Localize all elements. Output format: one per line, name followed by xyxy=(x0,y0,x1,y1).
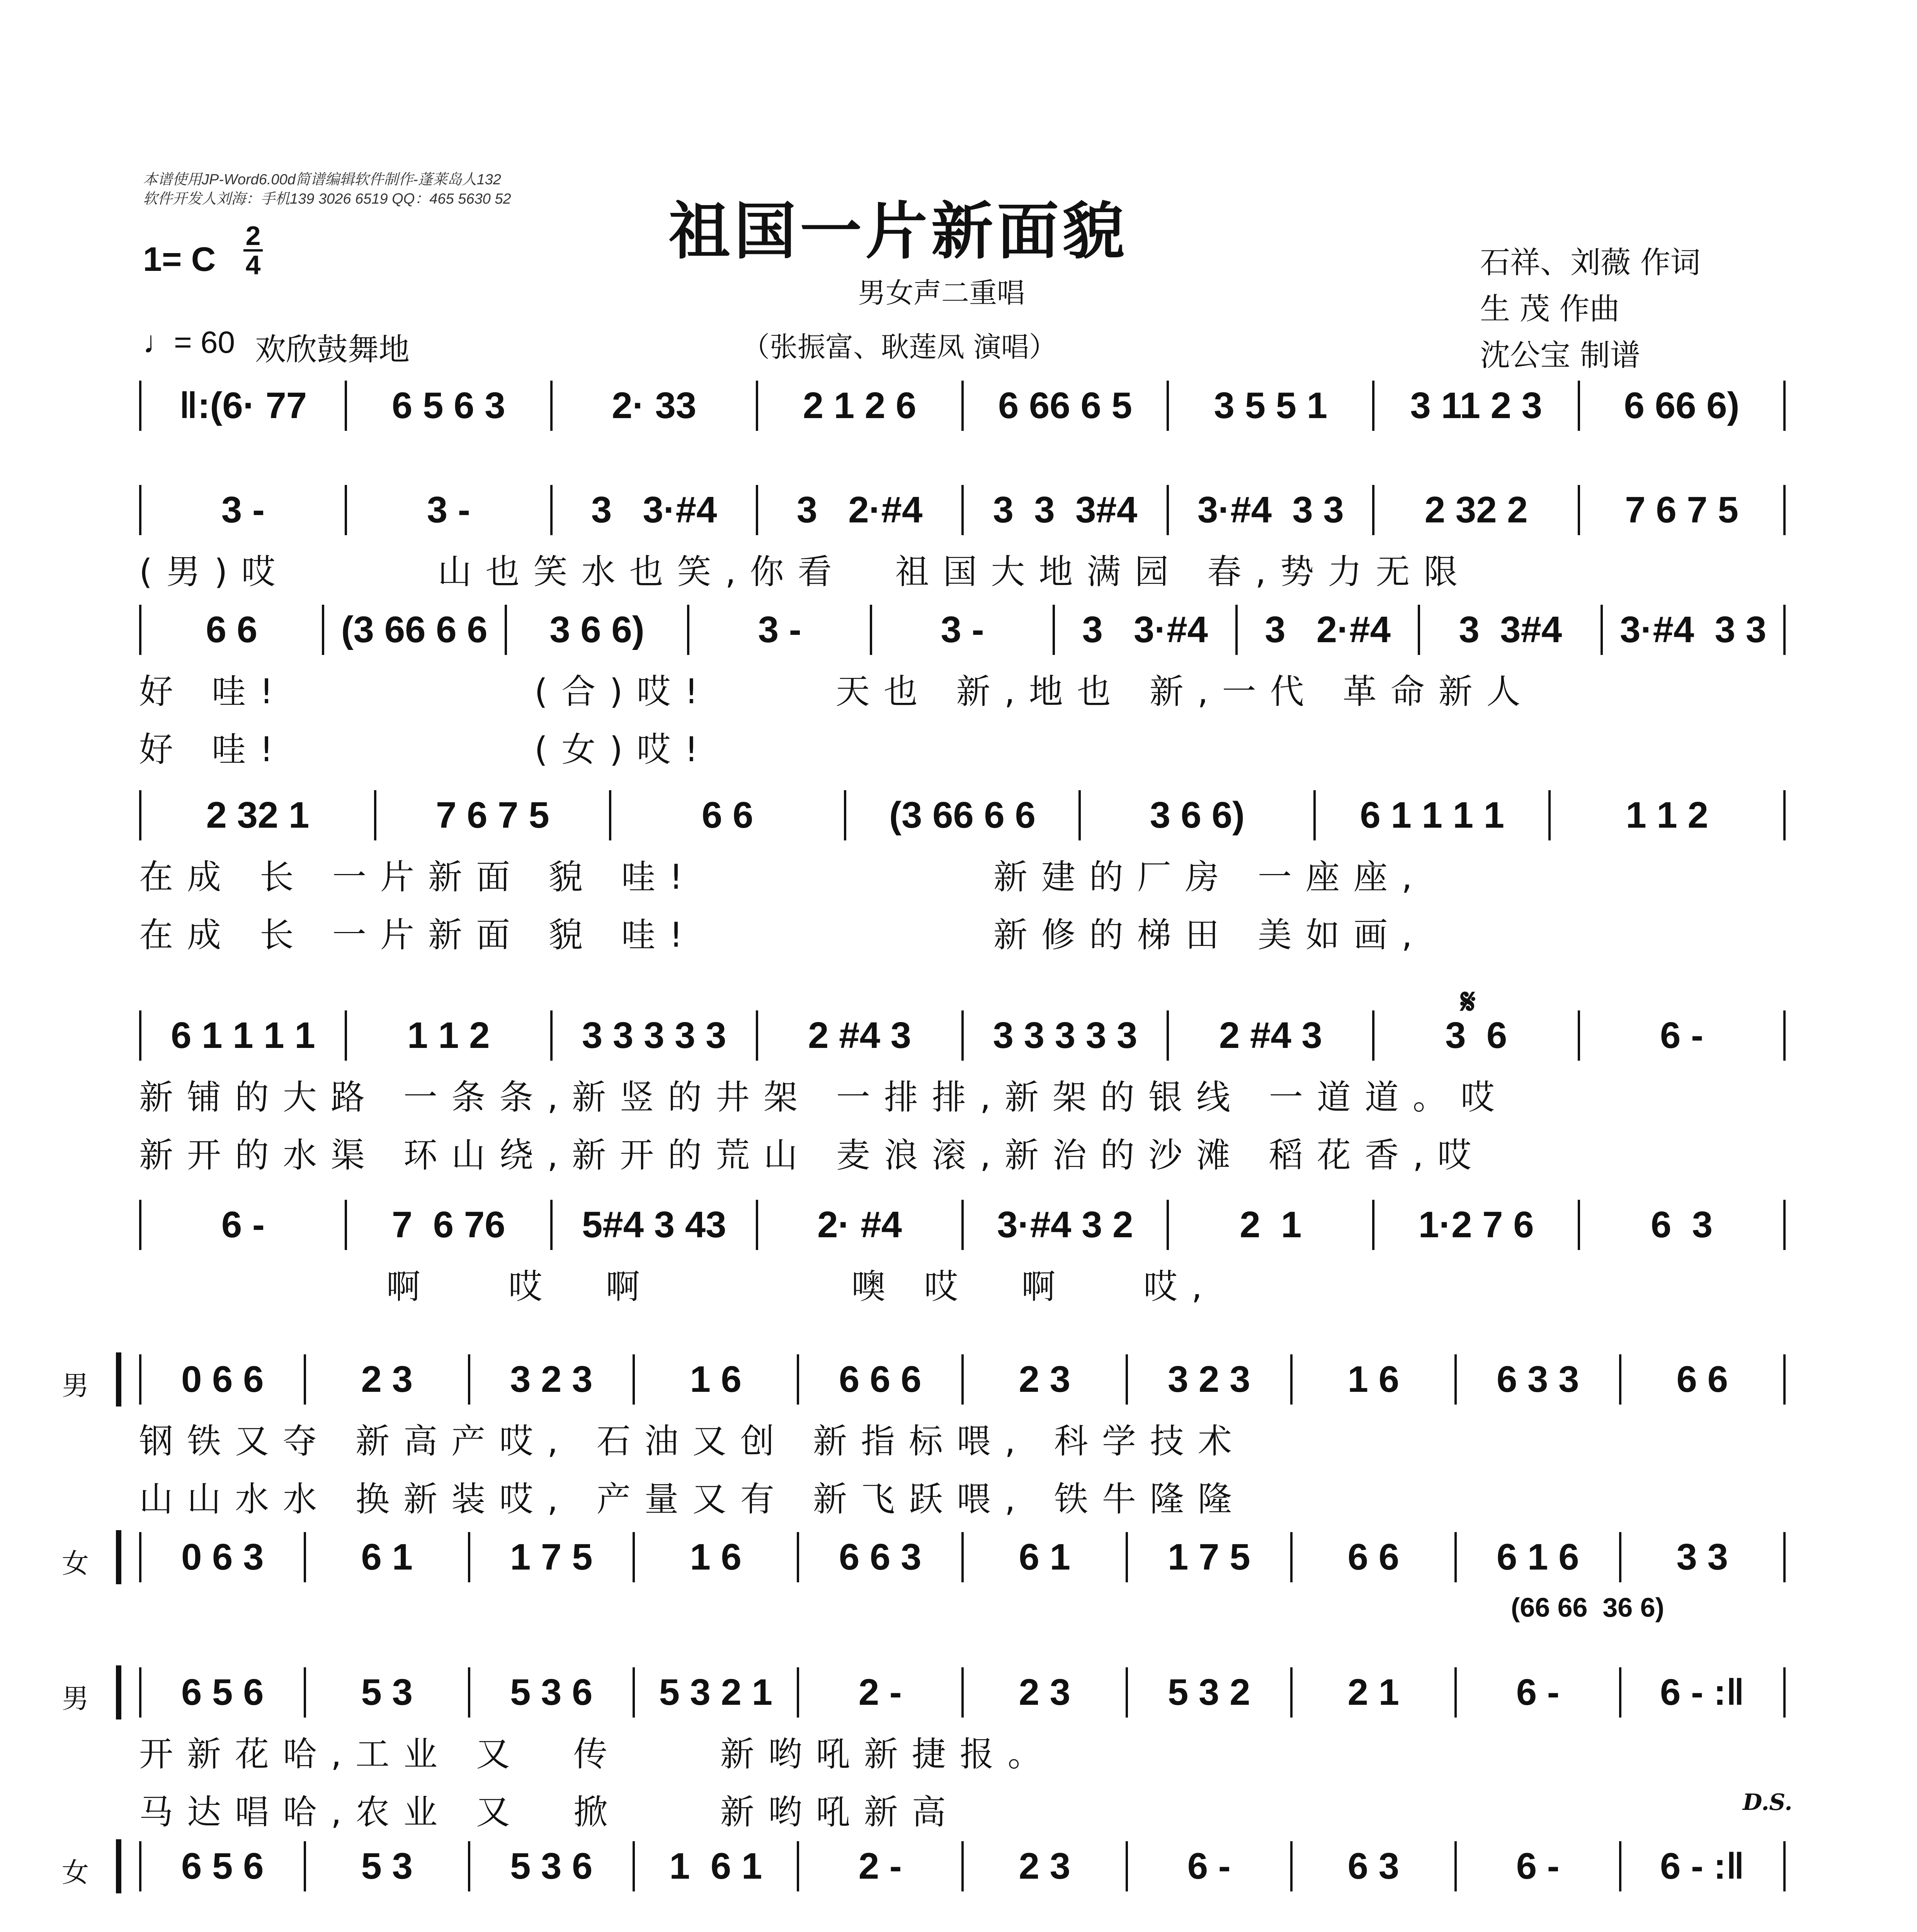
notation-system xyxy=(139,1198,1786,1306)
tempo-mark: ♩= 60 xyxy=(143,325,235,359)
measure: 1 6 xyxy=(690,1536,742,1578)
measure: 2 - xyxy=(858,1672,902,1713)
measure: 3 3·#4 xyxy=(1082,609,1208,650)
measure: 2 32 2 xyxy=(1424,489,1528,531)
measure: 1·2 7 6 xyxy=(1418,1204,1534,1245)
measure-row xyxy=(139,1352,1786,1406)
measure: 6 - xyxy=(1516,1845,1560,1887)
notation-system xyxy=(62,1352,1786,1519)
staff-bracket xyxy=(116,1352,121,1406)
measure: 6 66 6 5 xyxy=(998,385,1132,426)
notation-system xyxy=(139,603,1786,769)
measure: 7 6 76 xyxy=(392,1204,505,1245)
measure: 3 2 3 xyxy=(510,1359,593,1400)
lyric-line: 在成 长 一片新面 貌 哇! 新建的厂房 一座座, xyxy=(139,857,1426,897)
voice-label: 男 xyxy=(62,1370,89,1401)
measure-row xyxy=(139,1009,1786,1063)
measure-row xyxy=(139,603,1786,657)
measure: 3 - xyxy=(221,489,265,531)
segno-sign: 𝄋 xyxy=(1461,981,1476,1022)
barline xyxy=(1783,1841,1786,1891)
measure: 2 1 xyxy=(1347,1672,1399,1713)
measure: 6 5 6 xyxy=(181,1845,264,1887)
measure: 6 66 6) xyxy=(1624,385,1740,426)
measure: (3 66 6 6 xyxy=(889,794,1036,836)
measure: 3 3 xyxy=(1676,1536,1728,1578)
notation-system xyxy=(62,1839,1786,1893)
measure: 3 3 3 3 3 xyxy=(582,1015,726,1056)
voice-label: 女 xyxy=(62,1548,89,1579)
lyric-line: 新铺的大路 一条条,新竖的井架 一排排,新架的银线 一道道。哎 xyxy=(139,1077,1509,1117)
measure: 3·#4 3 2 xyxy=(997,1204,1133,1245)
measure: 6 6 6 xyxy=(839,1359,922,1400)
measure: 2 - xyxy=(858,1845,902,1887)
measure-row xyxy=(139,1530,1786,1584)
staff-bracket xyxy=(116,1839,121,1893)
measure: 1 6 xyxy=(1347,1359,1399,1400)
measure: 3 11 2 3 xyxy=(1410,385,1543,426)
measure: 6 5 6 3 xyxy=(392,385,505,426)
software-credit-line1: 本谱使用JP-Word6.00d简谱编辑软件制作-蓬莱岛人132 xyxy=(143,172,501,188)
barline xyxy=(1783,1010,1786,1061)
measure: 3 3 3 3 3 xyxy=(993,1015,1138,1056)
key-signature: 1= C xyxy=(143,240,216,278)
measure: 6 6 xyxy=(206,609,258,650)
measure: 6 3 xyxy=(1347,1845,1399,1887)
measure: 6 1 xyxy=(361,1536,413,1578)
measure: 3 6 xyxy=(1445,1015,1507,1056)
lyric-line: 啊 哎 啊 噢 哎 啊 哎, xyxy=(139,1267,1216,1306)
measure: 6 3 xyxy=(1651,1204,1713,1245)
software-credit-line2: 软件开发人刘海：手机139 3026 6519 QQ：465 5630 52 xyxy=(143,191,511,207)
lyric-line: 开新花哈,工业 又 传 新哟吼新捷报。 xyxy=(139,1734,1056,1774)
measure: 6 6 xyxy=(1347,1536,1399,1578)
lyric-line: 钢铁又夺 新高产哎, 石油又创 新指标喂, 科学技术 xyxy=(139,1421,1246,1461)
measure: 3 3·#4 xyxy=(591,489,717,531)
measure: (3 66 6 6 xyxy=(341,609,488,650)
measure: 3·#4 3 3 xyxy=(1620,609,1767,650)
time-signature-top: 2 xyxy=(245,221,261,251)
measure: 3 5 5 1 xyxy=(1214,385,1328,426)
time-signature-bottom: 4 xyxy=(245,250,261,280)
measure: 2 #4 3 xyxy=(1219,1015,1322,1056)
lyric-line: 马达唱哈,农业 又 掀 新哟吼新高 xyxy=(139,1792,960,1832)
measure: 5#4 3 43 xyxy=(582,1204,726,1245)
measure: 0 6 3 xyxy=(181,1536,264,1578)
measure: 5 3 xyxy=(361,1672,413,1713)
expression-mark: 欢欣鼓舞地 xyxy=(255,332,410,367)
composer-credit: 生 茂 作曲 xyxy=(1480,292,1620,327)
measure: 5 3 2 1 xyxy=(659,1672,773,1713)
measure: 3 2 3 xyxy=(1167,1359,1250,1400)
ds-mark: D.S. xyxy=(1743,1789,1793,1815)
measure: 3 - xyxy=(427,489,470,531)
barline xyxy=(1783,1200,1786,1250)
measure: 2· 33 xyxy=(612,385,697,426)
barline xyxy=(1783,1532,1786,1582)
measure: 3 - xyxy=(941,609,984,650)
notation-system xyxy=(139,1009,1786,1175)
measure: 1 6 xyxy=(690,1359,742,1400)
measure: 5 3 6 xyxy=(510,1845,593,1887)
measure: 2· #4 xyxy=(817,1204,902,1245)
barline xyxy=(1783,605,1786,655)
staff-bracket xyxy=(116,1665,121,1719)
notation-system xyxy=(139,788,1786,955)
measure: 2 3 xyxy=(1019,1672,1070,1713)
measure: 5 3 2 xyxy=(1167,1672,1250,1713)
measure: 0 6 6 xyxy=(181,1359,264,1400)
measure-row xyxy=(139,1198,1786,1252)
measure: 2 3 xyxy=(1019,1359,1070,1400)
measure: 3 3 3#4 xyxy=(993,489,1138,531)
measure: 7 6 7 5 xyxy=(1625,489,1738,531)
measure: 6 - xyxy=(1660,1015,1704,1056)
measure: 7 6 7 5 xyxy=(436,794,549,836)
measure: 6 1 1 1 1 xyxy=(1360,794,1505,836)
measure-row xyxy=(139,788,1786,842)
measure: 2 32 1 xyxy=(206,794,310,836)
measure: ‖:(6· 77 xyxy=(179,385,307,426)
lyric-line: 好 哇! (合)哎! 天也 新,地也 新,一代 革命新人 xyxy=(139,672,1534,711)
measure: 6 1 6 xyxy=(1496,1536,1579,1578)
staff-bracket xyxy=(116,1530,121,1584)
measure: 1 7 5 xyxy=(1167,1536,1250,1578)
measure: 2 3 xyxy=(361,1359,413,1400)
measure: 6 - xyxy=(221,1204,265,1245)
measure: 3 6 6) xyxy=(549,609,645,650)
measure-row xyxy=(139,379,1786,433)
measure: 3 6 6) xyxy=(1150,794,1245,836)
barline xyxy=(1783,485,1786,535)
measure: 6 1 xyxy=(1019,1536,1070,1578)
subtitle: 男女声二重唱 xyxy=(858,277,1025,309)
measure: 3 3#4 xyxy=(1459,609,1562,650)
measure: 6 6 xyxy=(701,794,754,836)
measure: 1 7 5 xyxy=(510,1536,593,1578)
measure: 2 1 2 6 xyxy=(803,385,917,426)
measure: 6 6 3 xyxy=(839,1536,922,1578)
measure: 6 6 xyxy=(1676,1359,1728,1400)
voice-label: 女 xyxy=(62,1857,89,1888)
barline xyxy=(1783,381,1786,431)
page-title: 祖国一片新面貌 xyxy=(668,195,1129,267)
measure: 6 - :‖ xyxy=(1660,1672,1745,1713)
barline xyxy=(1783,1354,1786,1405)
measure: 3 2·#4 xyxy=(1265,609,1391,650)
measure-row xyxy=(139,1839,1786,1893)
measure-row xyxy=(139,483,1786,537)
measure-row xyxy=(139,1665,1786,1719)
lyricist-credit: 石祥、刘薇 作词 xyxy=(1480,245,1701,280)
notation-system xyxy=(139,483,1786,592)
measure: 6 3 3 xyxy=(1496,1359,1579,1400)
measure: 5 3 6 xyxy=(510,1672,593,1713)
measure: 6 - xyxy=(1187,1845,1231,1887)
lyric-line: 新开的水渠 环山绕,新开的荒山 麦浪滚,新治的沙滩 稻花香,哎 xyxy=(139,1135,1485,1175)
lyric-line: 山山水水 换新装哎, 产量又有 新飞跃喂, 铁牛隆隆 xyxy=(139,1479,1246,1519)
measure: 6 5 6 xyxy=(181,1672,264,1713)
lyric-line: (男)哎 山也笑水也笑,你看 祖国大地满园 春,势力无限 xyxy=(139,552,1472,592)
measure: 6 - xyxy=(1516,1672,1560,1713)
measure: 1 6 1 xyxy=(669,1845,762,1887)
notation-system xyxy=(139,379,1786,433)
measure: 1 1 2 xyxy=(407,1015,490,1056)
performers: （张振富、耿莲凤 演唱） xyxy=(742,331,1057,363)
lyric-line: 在成 长 一片新面 貌 哇! 新修的梯田 美如画, xyxy=(139,915,1426,955)
arranger-credit: 沈公宝 制谱 xyxy=(1480,338,1640,373)
measure: 1 1 2 xyxy=(1626,794,1708,836)
measure: 6 1 1 1 1 xyxy=(171,1015,315,1056)
lyric-line: 好 哇! (女)哎! xyxy=(139,730,712,769)
measure: 3 - xyxy=(758,609,801,650)
voice-label: 男 xyxy=(62,1683,89,1714)
measure: 2 #4 3 xyxy=(808,1015,912,1056)
measure: 2 3 xyxy=(1019,1845,1070,1887)
measure: 2 1 xyxy=(1240,1204,1302,1245)
measure: 6 - :‖ xyxy=(1660,1845,1745,1887)
measure: 5 3 xyxy=(361,1845,413,1887)
notation-system xyxy=(62,1530,1786,1622)
time-signature xyxy=(243,222,263,279)
measure: 3·#4 3 3 xyxy=(1197,489,1344,531)
measure: 3 2·#4 xyxy=(796,489,923,531)
barline xyxy=(1783,1667,1786,1718)
barline xyxy=(1783,790,1786,840)
alternate-figure: (66 66 36 6) xyxy=(1511,1592,1664,1622)
